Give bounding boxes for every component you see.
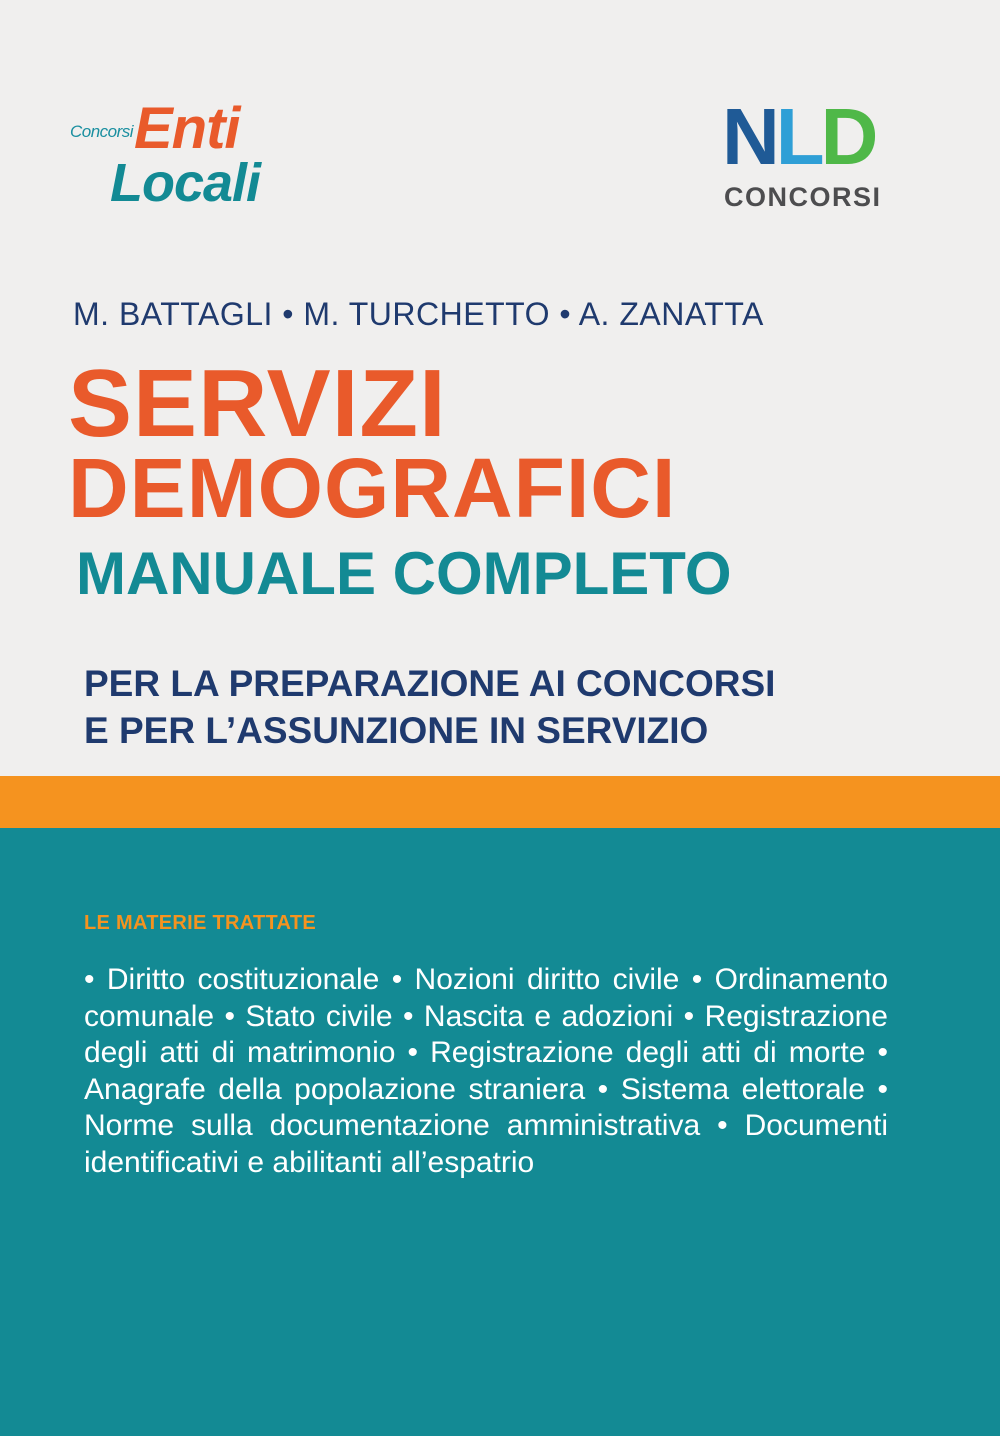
nld-logo-n: N (722, 92, 776, 181)
topics-list: • Diritto costituzionale • Nozioni diritto civile • Ordinamento comunale • Stato civile • Nascita e adozioni • Registrazione degli atti di matrimonio • Registrazione degli atti di morte • Anagrafe della popolazione straniera • Sistema elettorale • Norme sulla documentazione amministrativa • Documenti identificativi e abilitanti all’espatrio (84, 963, 888, 1179)
nld-logo-l: L (775, 92, 821, 181)
logo-concorsi-text: Concorsi (70, 122, 134, 141)
enti-locali-logo (68, 98, 308, 213)
subtitle: MANUALE COMPLETO (76, 540, 732, 607)
orange-stripe (0, 776, 1000, 828)
title-line-2: DEMOGRAFICI (68, 441, 677, 535)
nld-logo-d: D (820, 92, 875, 181)
nld-logo-concorsi: CONCORSI (724, 182, 882, 212)
tagline-line-1: PER LA PREPARAZIONE AI CONCORSI (84, 663, 776, 704)
logo-locali-text: Locali (110, 153, 261, 213)
title-line-1: SERVIZI (68, 350, 447, 457)
logo-enti-text: Enti (134, 96, 240, 161)
nld-logo (720, 92, 890, 214)
tagline (84, 660, 775, 754)
topics-heading: LE MATERIE TRATTATE (84, 912, 316, 934)
tagline-line-2: E PER L’ASSUNZIONE IN SERVIZIO (84, 710, 709, 751)
authors: M. BATTAGLI • M. TURCHETTO • A. ZANATTA (73, 296, 764, 332)
